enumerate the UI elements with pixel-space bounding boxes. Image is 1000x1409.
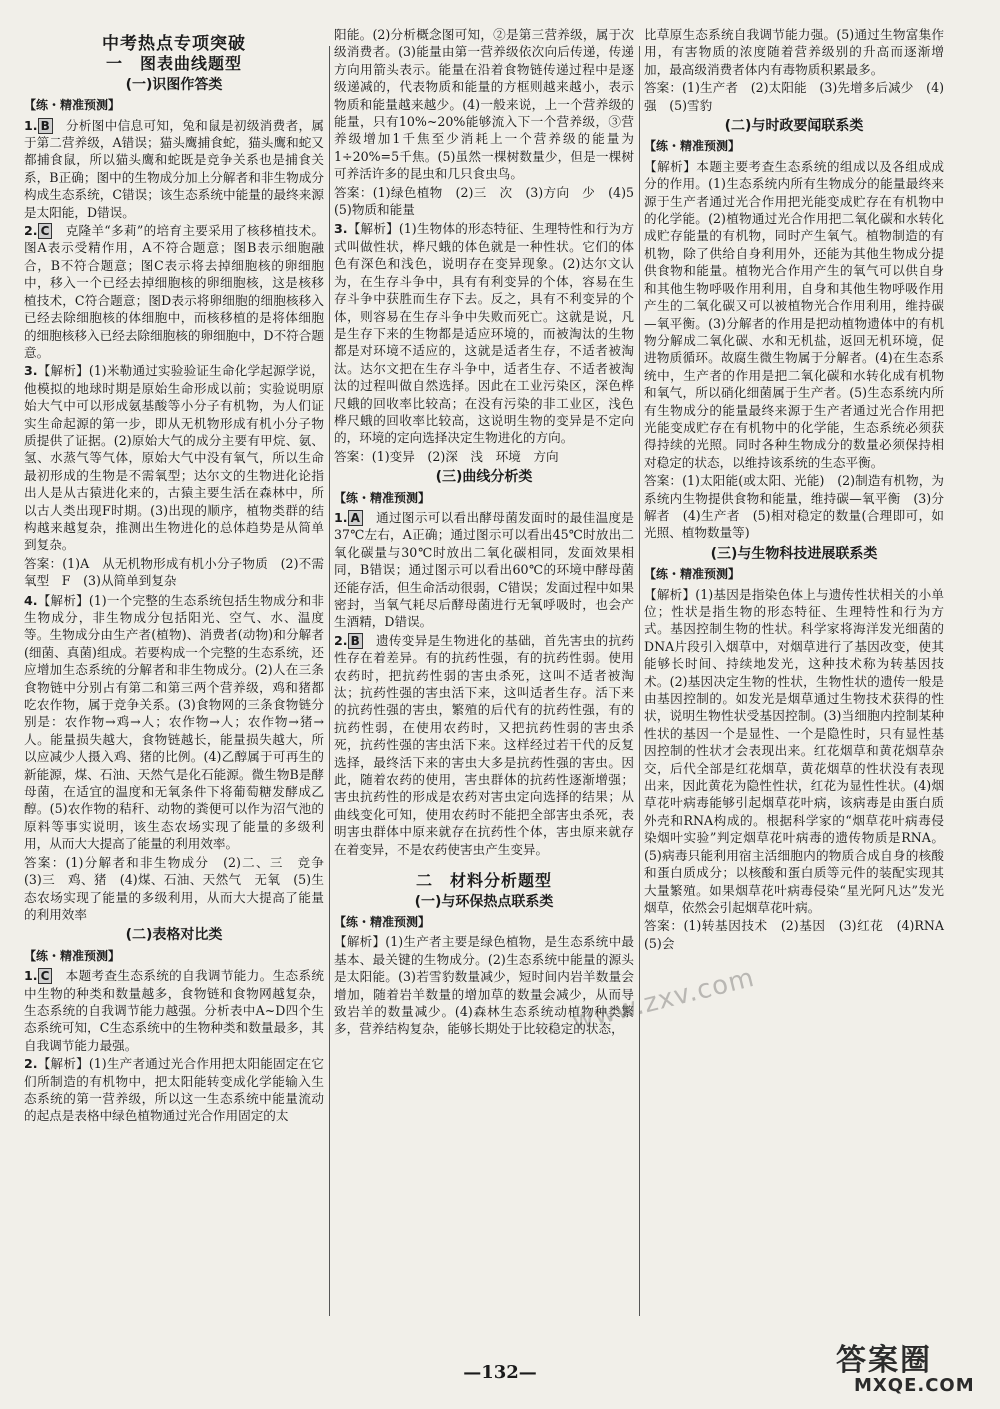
question-item: 比草原生态系统自我调节能力强。(5)通过生物富集作用，有害物质的浓度随着营养级别的升高而逐渐增加，最高级消费者体内有毒物质积累最多。 bbox=[644, 27, 944, 77]
question-item: 2. B 遗传变异是生物进化的基础，首先害虫的抗药性存在着差异。有的抗药性强，有的抗药性弱。使用农药时，把抗药性弱的害虫杀死，这叫不适者被淘汰；抗药性强的害虫活下来，这叫适者生存。活下来的抗药性强的害虫，繁殖的后代有的抗药性强，有的抗药性弱，在使用农药时，又把抗药性弱的害虫杀死，抗药性强的害虫活下来。这样经过若干代的反复选择，最终活下来的害虫大多是抗药性强的害虫。因此，随着农药的使用，害虫群体的抗药性逐渐增强；害虫抗药性的形成是农药对害虫定向选择的结果；从曲线变化可知，使用农药时不能把全部害虫杀死，表明害虫群体中原来就存在抗药性个体，害虫原来就存在着变异，不是农药使害虫产生变异。 bbox=[334, 632, 635, 857]
question-item: 1. B 分析图中信息可知，兔和鼠是初级消费者，属于第二营养级，A错误；猫头鹰捕食蛇，猫头鹰和蛇又都捕食鼠，所以猫头鹰和蛇既是竞争关系也是捕食关系，B正确；图中的生物成分加上分解者和非生物成分构成生态系统，C错误；该生态系统中能量的最终来源是太阳能，D错误。 bbox=[24, 117, 325, 220]
subsection-heading: (三)曲线分析类 bbox=[435, 469, 533, 486]
column-1 bbox=[24, 26, 337, 1356]
practice-tag: 【练・精准预测】 bbox=[24, 948, 121, 963]
practice-tag: 【练・精准预测】 bbox=[644, 139, 741, 154]
practice-tag: 【练・精准预测】 bbox=[24, 98, 121, 113]
practice-tag: 【练・精准预测】 bbox=[644, 567, 741, 582]
answer-line: 答案：(1)A 从无机物形成有机小分子物质 (2)不需氧型 F (3)从简单到复杂 bbox=[24, 555, 324, 589]
question-item: 2.【解析】(1)生产者通过光合作用把太阳能固定在它们所制造的有机物中，把太阳能转变成化学能输入生态系统的第一营养级，所以这一生态系统中能量流动的起点是表格中绿色植物通过光合作用固定的太 bbox=[24, 1056, 324, 1124]
practice-tag: 【练・精准预测】 bbox=[334, 914, 431, 929]
answer-line: 答案：(1)生产者 (2)太阳能 (3)先增多后减少 (4)强 (5)雪豹 bbox=[644, 80, 944, 113]
answer-box: B bbox=[38, 118, 53, 134]
question-item: 【解析】(1)基因是指染色体上与遗传性状相关的小单位；性状是指生物的形态特征、生理特性和行为方式。基因控制生物的性状。科学家将海洋发光细菌的DNA片段引入烟草中，对烟草进行了基因改变，使其能够长时间、持续地发光，这种技术称为转基因技术。(2)基因决定生物的性状，生物性状的遗传一般是由基因控制的。如发光是烟草通过生物技术获得的性状，说明生物性状受基因控制。(3)当细胞内控制某种性状的基因一个是显性、一个是隐性时，只有显性基因控制的性状才会表现出来。红花烟草和黄花烟草杂交，后代全部是红花烟草，黄花烟草的性状没有表现出来，因此黄花为隐性性状，红花为显性性状。(4)烟草花叶病毒能够引起烟草花叶病，该病毒是由蛋白质外壳和RNA构成的。根据科学家的“烟草花叶病毒侵染烟叶实验”判定烟草花叶病毒的遗传物质是RNA。(5)病毒只能利用宿主活细胞内的物质合成自身的核酸和蛋白质成分；以核酸和蛋白质等元件的装配实现其大量繁殖。如果烟草花叶病毒侵染“星光阿凡达”发光烟草，依然会引起烟草花叶病。 bbox=[644, 586, 944, 915]
column-divider bbox=[329, 46, 330, 1316]
question-item: 3.【解析】(1)生物体的形态特征、生理特性和行为方式叫做性状，桦尺蛾的体色就是一种性状。它们的体色有深色和浅色，说明存在变异现象。(2)达尔文认为，在生存斗争中，具有有利变异的个体，容易在生存斗争中获胜而生存下去。反之，具有不利变异的个体，则容易在生存斗争中失败而死亡。这就是说，凡是生存下来的生物都是适应环境的，而被淘汰的生物都是对环境不适应的，这就是适者生存，不适者被淘汰。达尔文把在生存斗争中，适者生存、不适者被淘汰的过程叫做自然选择。因此在工业污染区，深色桦尺蛾的回收率比较高；在没有污染的非工业区，浅色桦尺蛾的回收率比较高，这说明生物的变异是不定向的，环境的定向选择决定生物进化的方向。 bbox=[334, 221, 634, 446]
subsection-heading: (二)表格对比类 bbox=[125, 927, 223, 944]
answer-line: 答案：(1)分解者和非生物成分 (2)二、三 竞争 (3)三 鸡、猪 (4)煤、石油、天然气 无氧 (5)生态农场实现了能量的多级利用，从而大大提高了能量的利用效率 bbox=[24, 854, 337, 922]
question-item: 阳能。(2)分析概念图可知，②是第三营养级，属于次级消费者。(3)能量由第一营养级依次向后传递，传递方向用箭头表示。能量在沿着食物链传递过程中是逐级递减的，代表物质和能量的方框则越来越小，表示物质和能量越来越少。(4)一般来说，上一个营养级的能量，只有10%~20%能够流入下一个营养级，③营养级增加1千焦至少消耗上一个营养级的能量为1÷20%=5千焦。(5)虽然一棵树数量少，但是一棵树可养活许多的昆虫和几只食虫鸟。 bbox=[334, 27, 634, 182]
column-2 bbox=[334, 26, 647, 1356]
subsection-heading: (二)与时政要闻联系类 bbox=[724, 118, 864, 135]
column-3 bbox=[644, 26, 957, 1356]
logo-text: 答案圈 bbox=[836, 1343, 932, 1378]
question-item: 1. C 本题考查生态系统的自我调节能力。生态系统中生物的种类和数量越多，食物链和食物网越复杂，生态系统的自我调节能力越强。分析表中A~D四个生态系统可知，C生态系统中的生物种类和数量最多，其自我调节能力最强。 bbox=[24, 968, 325, 1053]
section-heading: 中考热点专项突破 bbox=[102, 34, 246, 54]
answer-box: A bbox=[348, 510, 363, 526]
logo-url: MXQE.COM bbox=[854, 1375, 975, 1396]
page bbox=[24, 26, 988, 1356]
subsection-heading: (三)与生物科技进展联系类 bbox=[710, 545, 878, 562]
answer-box: C bbox=[38, 223, 53, 239]
answer-line: 答案：(1)绿色植物 (2)三 次 (3)方向 少 (4)5 (5)物质和能量 bbox=[334, 184, 647, 218]
question-item: 【解析】本题主要考查生态系统的组成以及各组成成分的作用。(1)生态系统内所有生物成分的能量最终来源于生产者通过光合作用把光能变成贮存在有机物中的化学能。(2)植物通过光合作用把二氧化碳和水转化成贮存能量的有机物，同时产生氧气。植物制造的有机物，除了供给自身利用外，还能为其他生物成分提供食物和能量。植物光合作用产生的氧气可以供自身和其他生物呼吸作用利用，自身和其他生物呼吸作用产生的二氧化碳又可以被植物光合作用利用，维持碳—氧平衡。(3)分解者的作用是把动植物遗体中的有机物分解成二氧化碳、水和无机盐，返回无机环境，促进物质循环。故腐生微生物属于分解者。(4)在生态系统中，生产者的作用是把二氧化碳和水转化成有机物和氧气，所以硝化细菌属于生产者。(5)生态系统内所有生物成分的能量最终来源于生产者通过光合作用把光能变成贮存在有机物中的化学能，生态系统必须获得持续的光照。同时各种生物成分的数量必须保持相对稳定的状态，以维持该系统的生态平衡。 bbox=[644, 158, 944, 470]
question-item: 4.【解析】(1)一个完整的生态系统包括生物成分和非生物成分，非生物成分包括阳光、空气、水、温度等。生物成分由生产者(植物)、消费者(动物)和分解者(细菌、真菌)组成。若要构成一个完整的生态系统，还应增加生态系统的分解者和非生物成分。(2)人在三条食物链中分别占有第二和第三两个营养级，鸡和猪都吃农作物，属于竞争关系。(3)食物网的三条食物链分别是：农作物→鸡→人；农作物→人；农作物→猪→人。能量损失越大，食物链越长，能量损失越大，所以应减少人摄入鸡、猪的比例。(4)乙醇属于可再生的新能源，煤、石油、天然气是化石能源。微生物B是酵母菌，在适宜的温度和无氧条件下将葡萄糖发酵成乙醇。(5)农作物的秸秆、动物的粪便可以作为沼气池的原料等事实说明，该生态农场实现了能量的多级利用，从而大大提高了能量的利用效率。 bbox=[24, 592, 324, 852]
answer-box: B bbox=[348, 633, 363, 649]
part-heading: 一 图表曲线题型 bbox=[105, 54, 242, 74]
question-item: 3.【解析】(1)米勒通过实验验证生命化学起源学说，他模拟的地球时期是原始生命形成以前；实验说明原始大气中可以形成氨基酸等小分子有机物，为人们证实生命起源的第一步，即从无机物形成有机小分子物质提供了证据。(2)原始大气的成分主要有甲烷、氨、氢、水蒸气等气体，原始大气中没有氧气，所以生命最初形成的生物是不需氧型；达尔文的生物进化论指出人是从古猿进化来的，古猿主要生活在森林中，所以古人类出现F时期。(3)出现的顺序，植物类群的结构越来越复杂，推测出生物进化的总体趋势是从简单到复杂。 bbox=[24, 363, 324, 553]
answer-box: C bbox=[38, 968, 53, 984]
answer-line: 答案：(1)变异 (2)深 浅 环境 方向 bbox=[334, 448, 559, 464]
question-item: 【解析】(1)生产者主要是绿色植物，是生态系统中最基本、最关键的生物成分。(2)生态系统中能量的源头是太阳能。(3)若雪豹数量减少，短时间内岩羊数量会增加，随着岩羊数量的增加草的数量会减少，从而导致岩羊的数量减少。(4)森林生态系统动植物种类繁多，营养结构复杂，能够长期处于比较稳定的状态， bbox=[334, 934, 634, 1037]
practice-tag: 【练・精准预测】 bbox=[334, 490, 431, 505]
answer-line: 答案：(1)太阳能(或太阳、光能) (2)制造有机物，为系统内生物提供食物和能量，维持碳—氧平衡 (3)分解者 (4)生产者 (5)相对稳定的数量(合理即可，如光照、植物数量等) bbox=[644, 473, 944, 541]
answer-line: 答案：(1)转基因技术 (2)基因 (3)红花 (4)RNA (5)会 bbox=[644, 918, 957, 951]
part-heading: 二 材料分析题型 bbox=[415, 871, 552, 891]
page-number: —132— bbox=[463, 1362, 537, 1383]
subsection-heading: (一)识图作答类 bbox=[125, 76, 223, 93]
site-logo bbox=[836, 1335, 986, 1401]
question-item: 2. C 克隆羊“多莉”的培育主要采用了核移植技术。图A表示受精作用，A不符合题意；图B表示细胞融合，B不符合题意；图C表示将去掉细胞核的卵细胞中，移入一个已经去掉细胞核的卵细胞核，这是核移植技术，C符合题意；图D表示将卵细胞的细胞核移入已经去除细胞核的体细胞中，而核移植的是将体细胞的细胞核移入已经去除细胞核的卵细胞中，D不符合题意。 bbox=[24, 223, 324, 360]
subsection-heading: (一)与环保热点联系类 bbox=[414, 893, 554, 910]
column-divider bbox=[639, 46, 640, 1316]
watermark: www.zxv.com bbox=[569, 962, 758, 1038]
question-item: 1. A 通过图示可以看出酵母菌发面时的最佳温度是37℃左右，A正确；通过图示可以看出45℃时放出二氧化碳量与30℃时放出二氧化碳相同，发面效果相同，B错误；通过图示可以看出60℃的环境中酵母菌还能存活，但生命活动很弱，C错误；发面过程中如果密封，当氧气耗尽后酵母菌进行无氧呼吸时，也会产生酒精，D错误。 bbox=[334, 509, 635, 630]
